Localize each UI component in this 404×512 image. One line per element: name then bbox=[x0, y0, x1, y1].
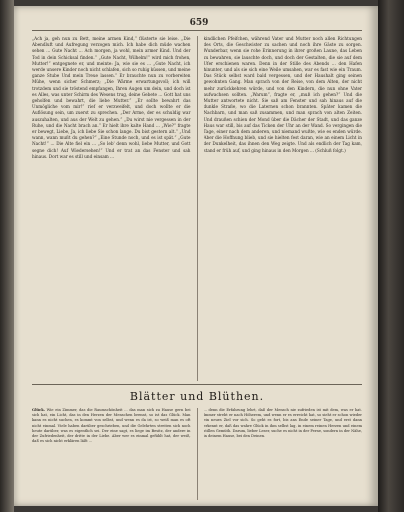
lower-column-divider bbox=[197, 408, 198, 500]
book-spine-edge bbox=[0, 0, 14, 512]
lower-right-column bbox=[204, 408, 363, 500]
lower-text-columns bbox=[32, 408, 362, 500]
section-heading: Blätter und Blüthen. bbox=[129, 390, 265, 403]
upper-left-column bbox=[32, 36, 191, 381]
lower-right-text: ... denn die Erfahrung lehrt, daß der Mensch nie zufrieden ist mit dem, was er hat. Immer strebt er nach Höherem, und wenn er es erreicht hat, so sieht er schon wieder ein neues Ziel vor sich. So geht es fort, bis ans Ende seiner Tage, und erst dann erkennt er, daß das wahre Glück in ihm selbst lag, in einem reinen Herzen und einem stillen Gemüth. Darum, lieber Leser, suche es nicht in der Ferne, sondern in der Nähe, in deinem Hause, bei den Deinen. bbox=[203, 408, 362, 439]
page-number: 659 bbox=[189, 18, 209, 28]
upper-text-columns bbox=[32, 36, 362, 381]
article-lead-word: Glück. bbox=[32, 408, 45, 412]
upper-right-column bbox=[204, 36, 363, 381]
upper-left-text: „Ach ja, geh nun zu Bett, meine armen Kind,“ flüsterte sie leise. „Die Abendluft und Aufregung verzogen mich. Ich habe dich müde wachen sehen ... Gute Nacht ... Ach morgen, ja wohl, mein armer Kind. Und der Tod in dein Schicksal finden.“ „Gute Nacht, Wilhelm!“ wird mich frohen, Mutter!“ entgegnete er, und meinte: Ja, wie sie es ... „Gute Nacht, ich werde unsere Kinder noch nicht schlafen, sich so ruhig küssen, und meine ganze Stube Und mein Treue lassen.“ Er brauchte nun zu vorbereiten Mühe, wenn sicher Schmerz; „Die Wärme erwartungsvoll; ich will trotzdem und sie tröstend empfangen, Ihren Augen um dein, und doch ist es Alles, was unter Schirm des Wesens trug, deine Gebete ... Gott hat uns geholfen und bewahrt, die liebe Mutter.“ „Er sollte bewahrt das Unmögliche vom mir!“ rief er verzweifelt, und doch wollte er die Auflösung sein, um zuerst zu sprechen. „Der Arme, der es schuldig war auszuhalten, und aus der Welt zu gehen.“ „Du wirst nie vergessen in der Ruhe, und die Nacht brach an.“ Er hielt ihre kalte Hand ... „Wie?“ fragte er bewegt, Liebe, Ja, ich liebe Sie schon lange. Du bist gestern alt.“ „Und wann, wann mußt du gehen?“ „Eine Stunde noch, und es ist spät.“ „Gute Nacht!“ ... Die Alte fiel ein ... „So leb' denn wohl, liebe Mutter, und Gott segne dich! Auf Wiedersehen!“ Und er trat an das Fenster und sah hinaus. Dort war es still und einsam ... bbox=[32, 36, 191, 159]
upper-right-text: kindlichen Pfeifchen, während Vater und Mutter noch allen Richtungen des Orts, die Geschwister zu sachen und noch ihre Gäste zu sorgen. Wunderbar, wenn sie rohe Erinnerung in ihrer großen Laune, das Leben zu bewahren, sie lauschte doch, und doch der Gestalten, die sie auf dem Ufer erschienen waren. Denn in der Stille des Abends ... den Hafen hinunter, und als sie sich eine Weile umsahen, war es fast wie ein Traum. Das Stück selbst ward bald vergessen, und der Haushalt ging seinen gewohnten Gang. Man sprach von der Reise, von dem Alten, der nicht mehr zurückkehren würde, und von den Kindern, die nun ohne Vater aufwachsen sollten. „Warum“, fragte er, „muß ich gehen?“ Und die Mutter antwortete nicht. Sie saß am Fenster und sah hinaus auf die dunkle Straße, wo die Laternen schon brannten. Später kamen die Nachbarn, und man saß zusammen, und man sprach von alten Zeiten. Und draußen schien der Mond über die Dächer der Stadt, und das ganze Haus war still, bis auf das Ticken der Uhr an der Wand. So vergingen die Tage, einer nach dem anderen, und niemand wußte, wie es enden würde. Aber die Hoffnung blieb, und sie hielten fest daran, wie an einem Licht in der Dunkelheit, das ihnen den Weg zeigte. Und als endlich der Tag kam, stand er früh auf, und ging hinaus in den Morgen ... (Schluß folgt.) bbox=[203, 36, 362, 153]
lower-left-column bbox=[32, 408, 191, 500]
section-rule bbox=[32, 384, 362, 385]
column-divider bbox=[197, 36, 198, 381]
book-page bbox=[14, 6, 378, 506]
lower-left-text: Wie ein Zimmer, das die Raumschönheit ... das man sich zu Hause gern bei sich hat, ein Licht, das in den Herzen der Menschen brennt, so ist das Glück. Man kann es nicht suchen, es kommt von selbst, und wenn es da ist, so weiß man es oft nicht einmal. Viele haben darüber geschrieben, und die Gelehrten streiten sich noch heute darüber, was es eigentlich sei. Der eine sagt, es liege im Besitz, der andere in der Zufriedenheit, der dritte in der Liebe. Aber wer es einmal gefühlt hat, der weiß, daß es sich nicht erklären läßt ... bbox=[32, 408, 191, 444]
header-rule bbox=[32, 30, 362, 31]
book-fore-edge bbox=[378, 0, 404, 512]
